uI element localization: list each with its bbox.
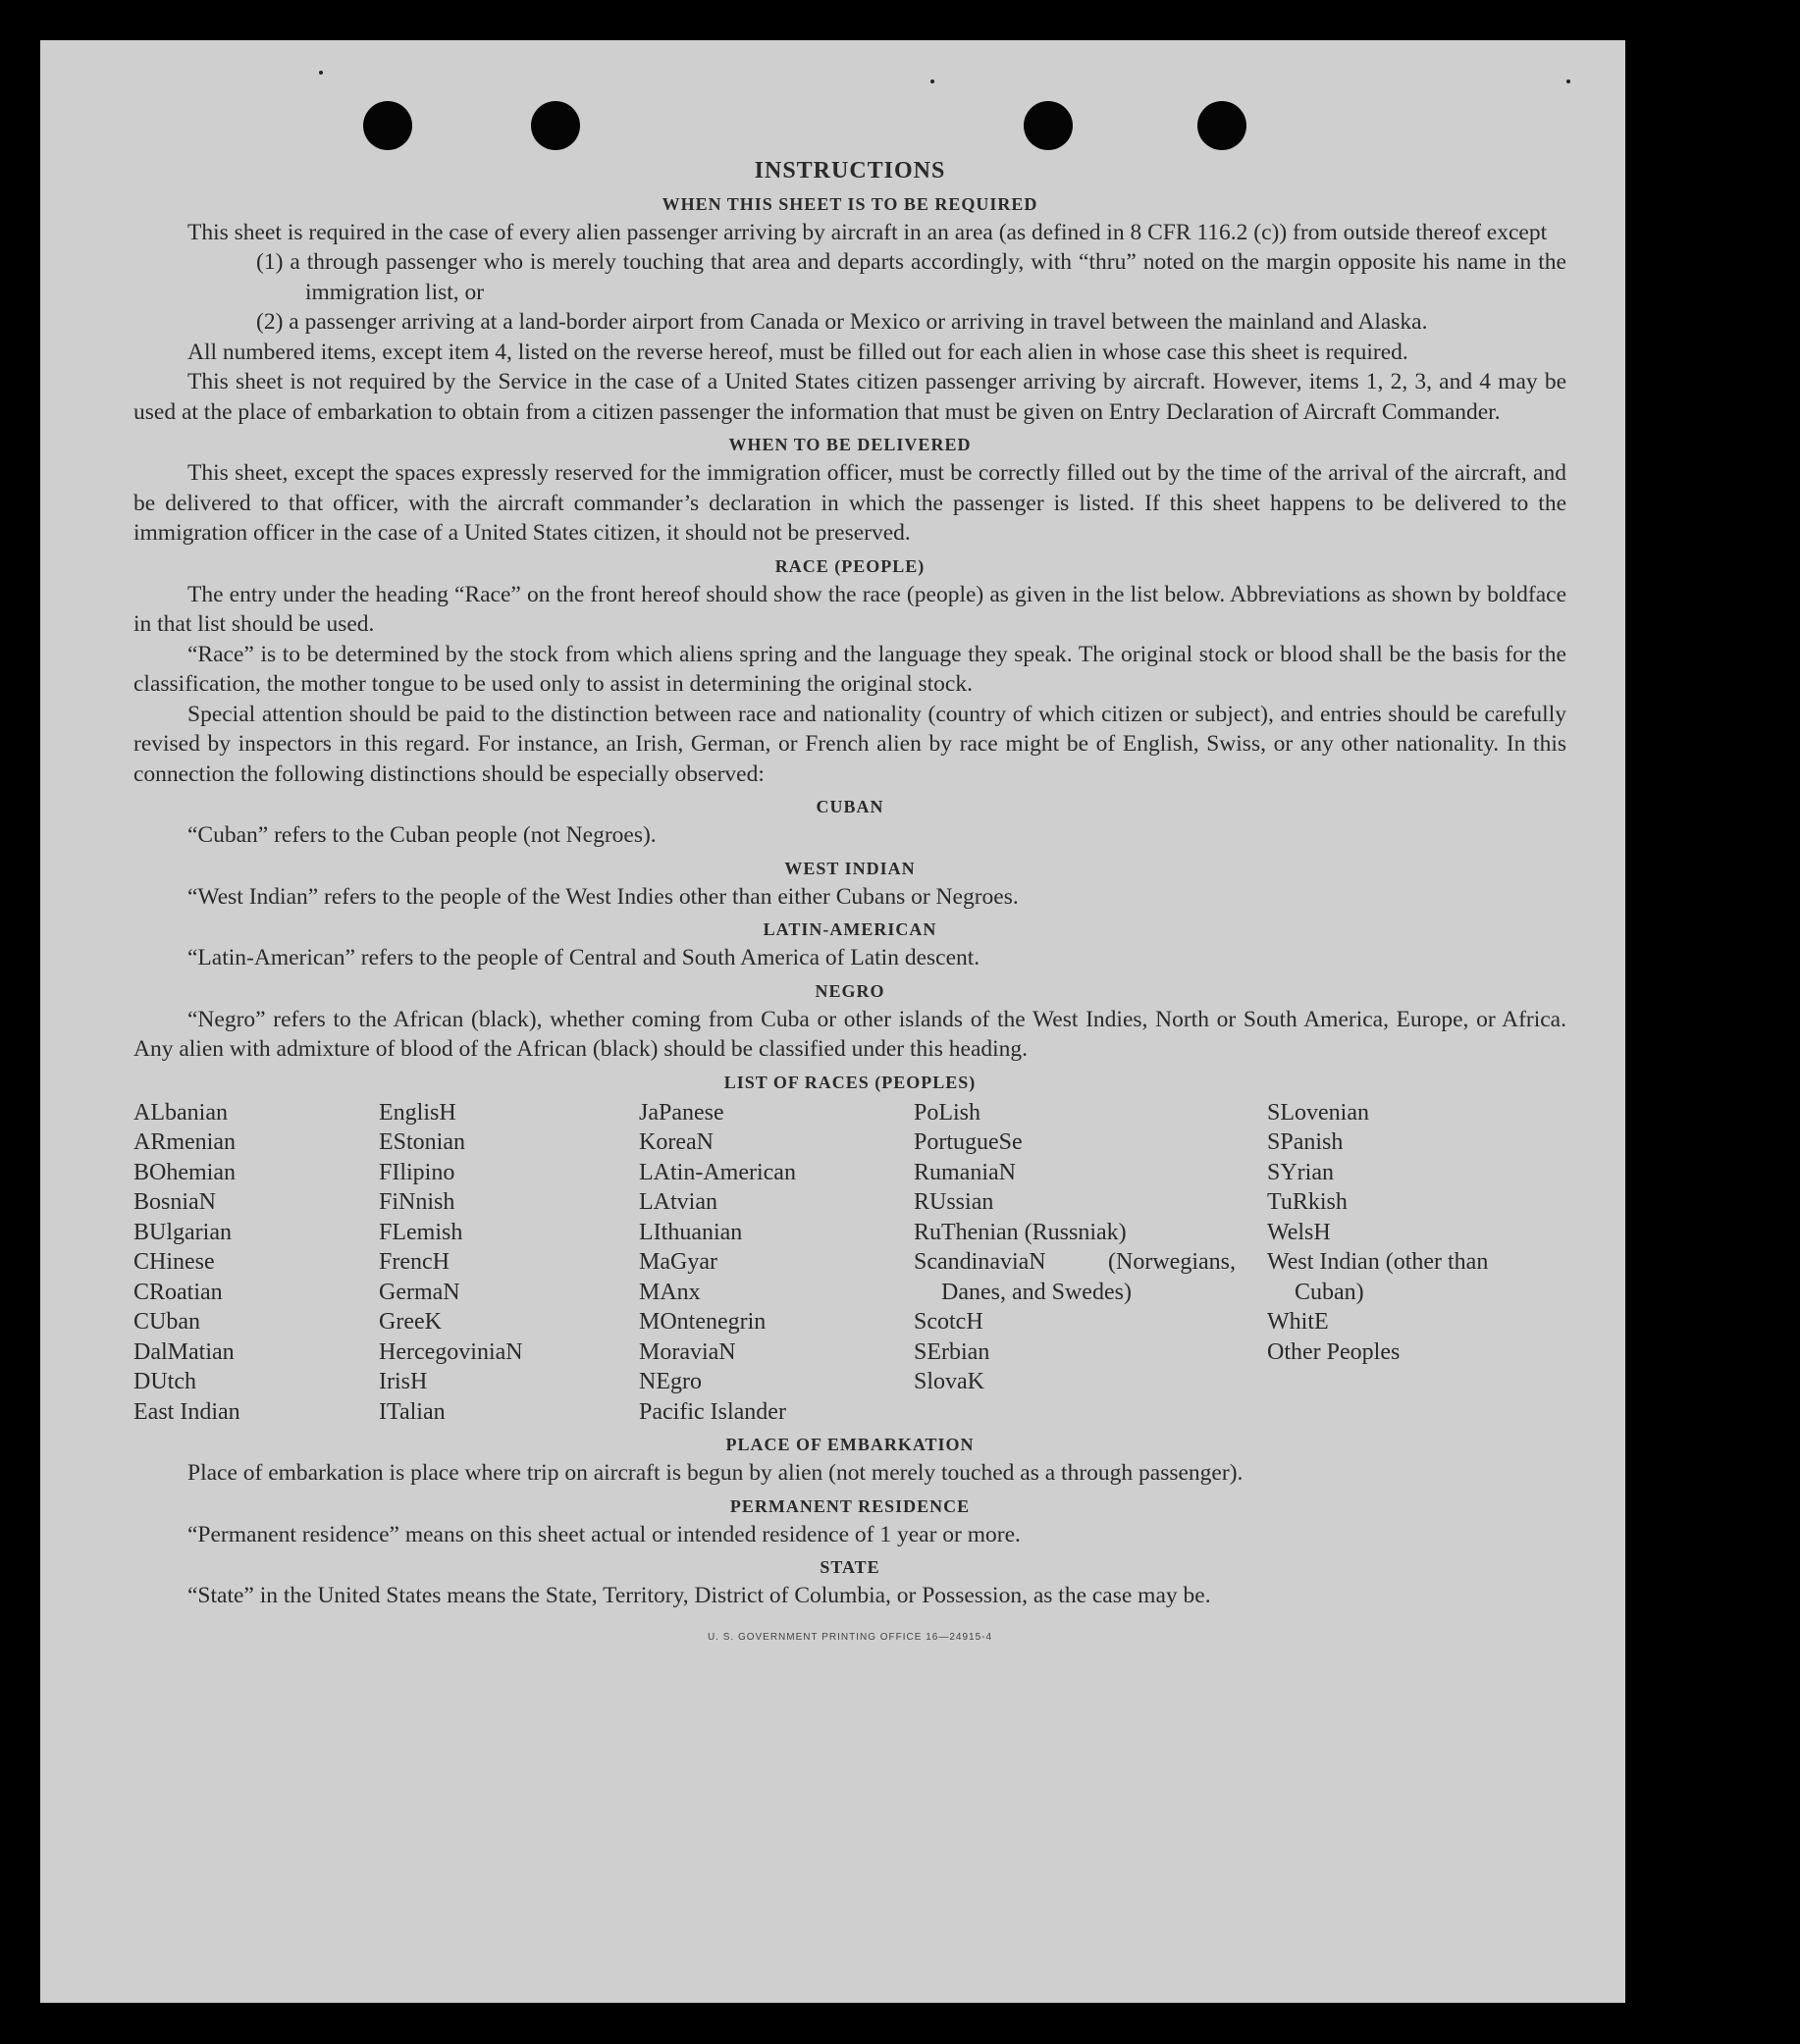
definition: “Cuban” refers to the Cuban people (not Negroes). — [187, 822, 657, 848]
section-heading: LIST OF RACES (PEOPLES) — [723, 1072, 977, 1092]
race-entry: HercegoviniaN — [379, 1338, 523, 1365]
race-entry: PoLish — [914, 1099, 981, 1126]
definition: “State” in the United States means the State, Territory, District of Columbia, or Possession, as the case may be. — [187, 1583, 1211, 1608]
race-entry: TuRkish — [1267, 1189, 1348, 1215]
paragraph: The entry under the heading “Race” on the front hereof should show the race (people) as given in the list below. Abbreviations as shown by boldface in that list should be used. — [133, 581, 1566, 637]
race-column — [914, 1098, 1267, 1428]
race-entry: WhitE — [1267, 1309, 1329, 1335]
race-entry: SErbian — [914, 1338, 990, 1365]
definition: “Negro” refers to the African (black), whether coming from Cuba or other islands of the West Indies, North or South America, Europe, or Africa. Any alien with admixture of blood of the African (black) should be classified under this heading. — [133, 1006, 1566, 1062]
speck — [1566, 79, 1570, 83]
race-entry: ScotcH — [914, 1309, 983, 1335]
race-entry: MoraviaN — [639, 1338, 736, 1365]
race-column — [639, 1098, 914, 1428]
race-entry: FLemish — [379, 1219, 463, 1245]
race-entry: Pacific Islander — [639, 1398, 786, 1425]
race-entry: LAtin-American — [639, 1159, 796, 1185]
printing-office-footer: U. S. GOVERNMENT PRINTING OFFICE 16—24915-4 — [707, 1631, 993, 1643]
race-entry: CRoatian — [133, 1279, 223, 1305]
race-entry: WelsH — [1267, 1219, 1331, 1245]
section-heading: NEGRO — [815, 980, 885, 1001]
race-entry: SYrian — [1267, 1159, 1334, 1185]
section-heading: WHEN THIS SHEET IS TO BE REQUIRED — [662, 193, 1038, 214]
paragraph: “Race” is to be determined by the stock from which aliens spring and the language they speak. The original stock or blood shall be the basis for the classification, the mother tongue to be used only to assist in determining the original stock. — [133, 641, 1566, 697]
race-entry: FIlipino — [379, 1159, 455, 1185]
race-entry: ScandinaviaN (Norwegians, Danes, and Swedes) — [914, 1249, 1236, 1305]
definition: “Latin-American” refers to the people of Central and South America of Latin descent. — [187, 945, 980, 970]
race-entry: LAtvian — [639, 1189, 717, 1215]
race-entry: CUban — [133, 1309, 200, 1335]
race-entry: SLovenian — [1267, 1099, 1369, 1126]
race-entry: ITalian — [379, 1398, 446, 1425]
definition: “Permanent residence” means on this sheet actual or intended residence of 1 year or more. — [187, 1521, 1021, 1547]
instructions-content — [133, 109, 1566, 1652]
race-entry: EnglisH — [379, 1099, 456, 1126]
definition: Place of embarkation is place where trip on aircraft is begun by alien (not merely touched as a through passenger). — [187, 1460, 1244, 1486]
paragraph: All numbered items, except item 4, listed on the reverse hereof, must be filled out for each alien in whose case this sheet is required. — [187, 339, 1408, 365]
race-entry: SPanish — [1267, 1129, 1344, 1155]
paragraph: Special attention should be paid to the distinction between race and nationality (country of which citizen or subject), and entries should be carefully revised by inspectors in this regard. For instance, an Irish, German, or French alien by race might be of English, Swiss, or any other nationality. In this connection the following distinctions should be especially observed: — [133, 701, 1566, 787]
race-entry: MaGyar — [639, 1249, 717, 1275]
race-entry: RumaniaN — [914, 1159, 1016, 1185]
section-heading: WHEN TO BE DELIVERED — [728, 435, 972, 454]
race-entry: BOhemian — [133, 1159, 236, 1185]
race-entry: DUtch — [133, 1369, 196, 1394]
speck — [930, 79, 934, 83]
race-entry: BUlgarian — [133, 1219, 232, 1245]
list-item: (1) a through passenger who is merely touching that area and departs accordingly, with “thru” noted on the margin opposite his name in the immigration list, or — [256, 249, 1566, 305]
race-entry: East Indian — [133, 1398, 240, 1425]
race-column — [379, 1098, 639, 1428]
race-entry: GreeK — [379, 1309, 442, 1335]
race-entry: RUssian — [914, 1189, 994, 1215]
race-column — [1267, 1098, 1542, 1428]
race-entry: LIthuanian — [639, 1219, 743, 1245]
list-item: (2) a passenger arriving at a land-border airport from Canada or Mexico or arriving in travel between the mainland and Alaska. — [256, 309, 1428, 335]
definition: “West Indian” refers to the people of the West Indies other than either Cubans or Negroes. — [187, 883, 1019, 910]
race-entry: KoreaN — [639, 1129, 714, 1155]
race-entry: Other Peoples — [1267, 1338, 1401, 1365]
race-entry: GermaN — [379, 1279, 460, 1305]
race-entry: ALbanian — [133, 1099, 228, 1126]
race-list — [133, 1098, 1566, 1428]
section-heading: CUBAN — [816, 797, 884, 816]
paragraph: This sheet is required in the case of every alien passenger arriving by aircraft in an area (as defined in 8 CFR 116.2 (c)) from outside thereof except — [187, 219, 1548, 245]
race-entry: MOntenegrin — [639, 1309, 767, 1335]
race-entry: FrencH — [379, 1249, 450, 1275]
section-heading: LATIN-AMERICAN — [763, 919, 937, 939]
speck — [319, 71, 323, 75]
race-entry: FiNnish — [379, 1189, 455, 1215]
race-entry: West Indian (other than Cuban) — [1267, 1249, 1489, 1305]
section-heading: PLACE OF EMBARKATION — [725, 1435, 975, 1454]
paragraph: This sheet is not required by the Service in the case of a United States citizen passenger arriving by aircraft. However, items 1, 2, 3, and 4 may be used at the place of embarkation to obtain from a citizen passenger the information that must be given on Entry Declaration of Aircraft Commander. — [133, 369, 1566, 425]
race-entry: DalMatian — [133, 1338, 235, 1365]
race-entry: EStonian — [379, 1129, 465, 1155]
section-heading: STATE — [820, 1557, 880, 1577]
race-entry: ARmenian — [133, 1129, 236, 1155]
race-entry: RuThenian (Russniak) — [914, 1219, 1127, 1245]
race-entry: SlovaK — [914, 1369, 984, 1394]
section-heading: RACE (PEOPLE) — [774, 555, 926, 576]
race-entry: CHinese — [133, 1249, 215, 1275]
page-title: INSTRUCTIONS — [754, 158, 946, 183]
race-column — [133, 1098, 379, 1428]
document-sheet — [40, 40, 1625, 2003]
race-entry: NEgro — [639, 1369, 702, 1394]
race-entry: JaPanese — [639, 1099, 724, 1126]
section-heading: PERMANENT RESIDENCE — [729, 1495, 971, 1516]
race-entry: MAnx — [639, 1279, 701, 1305]
paragraph: This sheet, except the spaces expressly reserved for the immigration officer, must be correctly filled out by the time of the arrival of the aircraft, and be delivered to that officer, with the aircraft commander’s declaration in which the passenger is listed. If this sheet happens to be delivered to the immigration officer in the case of a United States citizen, it should not be preserved. — [133, 460, 1566, 546]
section-heading: WEST INDIAN — [784, 858, 916, 878]
race-entry: IrisH — [379, 1369, 428, 1394]
race-entry: BosniaN — [133, 1189, 216, 1215]
race-entry: PortugueSe — [914, 1129, 1023, 1155]
